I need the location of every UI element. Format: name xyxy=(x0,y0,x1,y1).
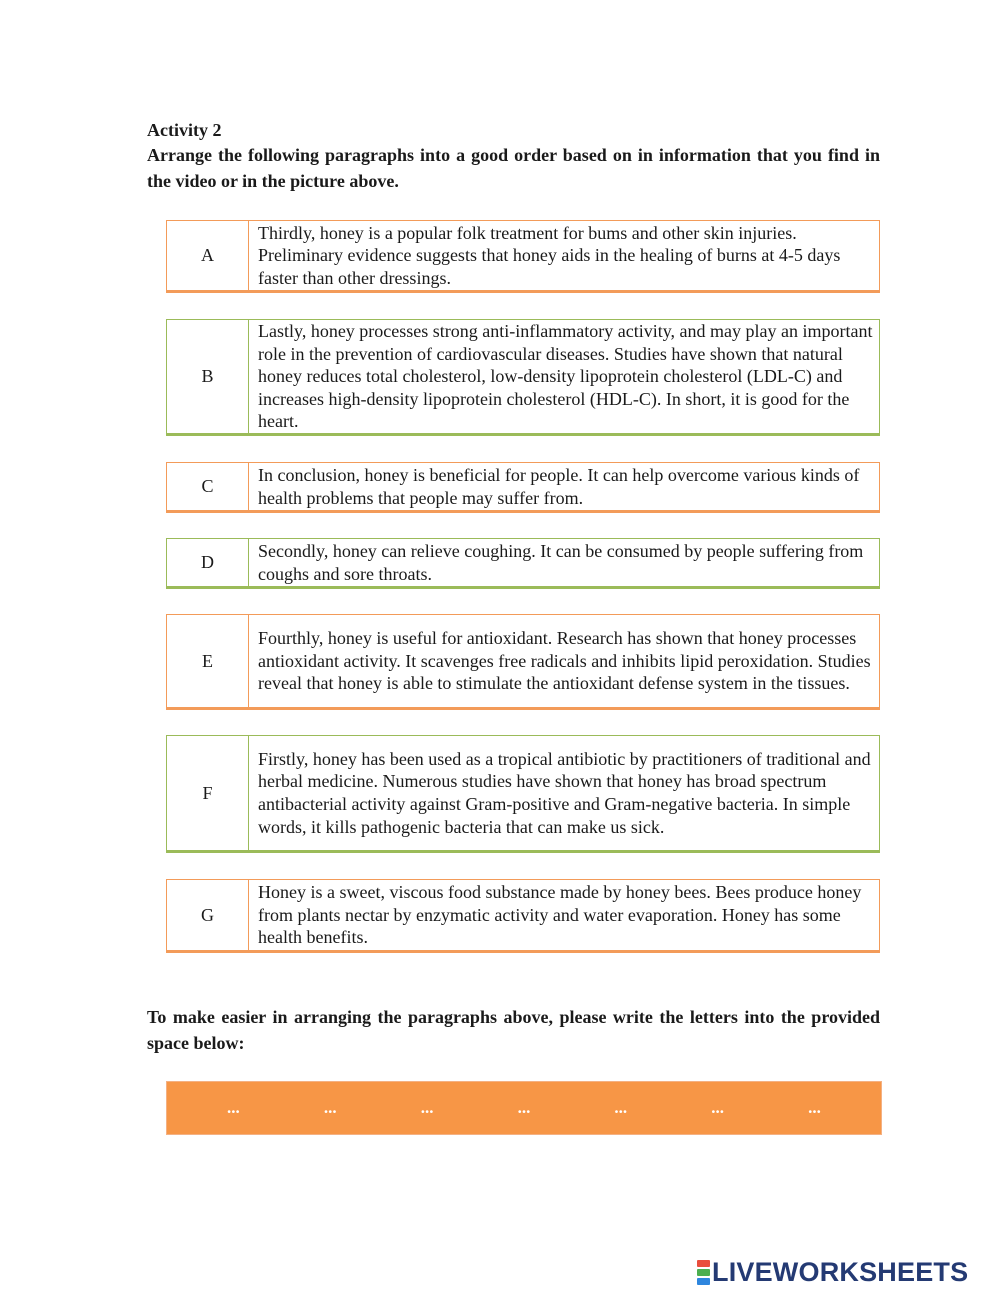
paragraph-text: Lastly, honey processes strong anti-inflammatory activity, and may play an important role in the prevention of cardiovascular diseases. Studies have shown that natural honey reduces total cholesterol, low-density lipoprotein cholesterol (LDL-C) and increases high-density lipoprotein cholesterol (HDL-C). In short, it is good for the heart. xyxy=(258,321,873,432)
answer-slot-3[interactable]: ... xyxy=(420,1098,434,1117)
answer-slot-5[interactable]: ... xyxy=(614,1098,628,1117)
paragraph-letter: A xyxy=(167,221,249,290)
activity-title: Activity 2 xyxy=(147,120,222,140)
answer-slot-4[interactable]: ... xyxy=(517,1098,531,1117)
paragraph-box-e xyxy=(166,614,880,710)
answer-bar xyxy=(166,1081,882,1135)
paragraph-letter: G xyxy=(167,880,249,950)
paragraph-box-c xyxy=(166,462,880,513)
paragraph-box-g xyxy=(166,879,880,953)
paragraph-text: Fourthly, honey is useful for antioxidant. Research has shown that honey processes antioxidant activity. It scavenges free radicals and inhibits lipid peroxidation. Studies reveal that honey is able to stimulate the antioxidant defense system in the tissues. xyxy=(258,628,871,694)
paragraph-box-d xyxy=(166,538,880,589)
paragraph-box-a xyxy=(166,220,880,293)
paragraph-letter: F xyxy=(167,736,249,850)
paragraph-text: Thirdly, honey is a popular folk treatment for bums and other skin injuries. Preliminary evidence suggests that honey aids in the healing of burns at 4-5 days faster than other dressings. xyxy=(258,222,841,288)
paragraph-letter: C xyxy=(167,463,249,510)
paragraph-box-f xyxy=(166,735,880,853)
paragraph-text: Honey is a sweet, viscous food substance made by honey bees. Bees produce honey from plants nectar by enzymatic activity and water evaporation. Honey has some health benefits. xyxy=(258,882,862,948)
answer-slot-2[interactable]: ... xyxy=(323,1098,337,1117)
liveworksheets-logo[interactable] xyxy=(697,1255,968,1289)
activity-instruction: Arrange the following paragraphs into a good order based on in information that you find in the video or in the picture above. xyxy=(147,145,880,191)
paragraph-box-b xyxy=(166,319,880,436)
logo-text: LIVEWORKSHEETS xyxy=(712,1256,969,1287)
liveworksheets-logo-icon xyxy=(697,1259,710,1286)
answer-slot-1[interactable]: ... xyxy=(227,1098,240,1117)
answer-slot-7[interactable]: ... xyxy=(808,1098,821,1117)
paragraph-text: Firstly, honey has been used as a tropical antibiotic by practitioners of traditional and herbal medicine. Numerous studies have shown that honey has broad spectrum antibacterial activity against Gram-positive and Gram-negative bacteria. In simple words, it kills pathogenic bacteria that can make us sick. xyxy=(258,748,871,837)
answer-slot-6[interactable]: ... xyxy=(711,1098,725,1117)
answer-instruction: To make easier in arranging the paragraphs above, please write the letters into the provided space below: xyxy=(147,1007,880,1053)
paragraph-letter: E xyxy=(167,615,249,707)
paragraph-letter: D xyxy=(167,539,249,586)
paragraph-text: Secondly, honey can relieve coughing. It can be consumed by people suffering from coughs and sore throats. xyxy=(258,540,864,584)
paragraph-text: In conclusion, honey is beneficial for people. It can help overcome various kinds of health problems that people may suffer from. xyxy=(258,464,860,508)
paragraph-letter: B xyxy=(167,320,249,433)
